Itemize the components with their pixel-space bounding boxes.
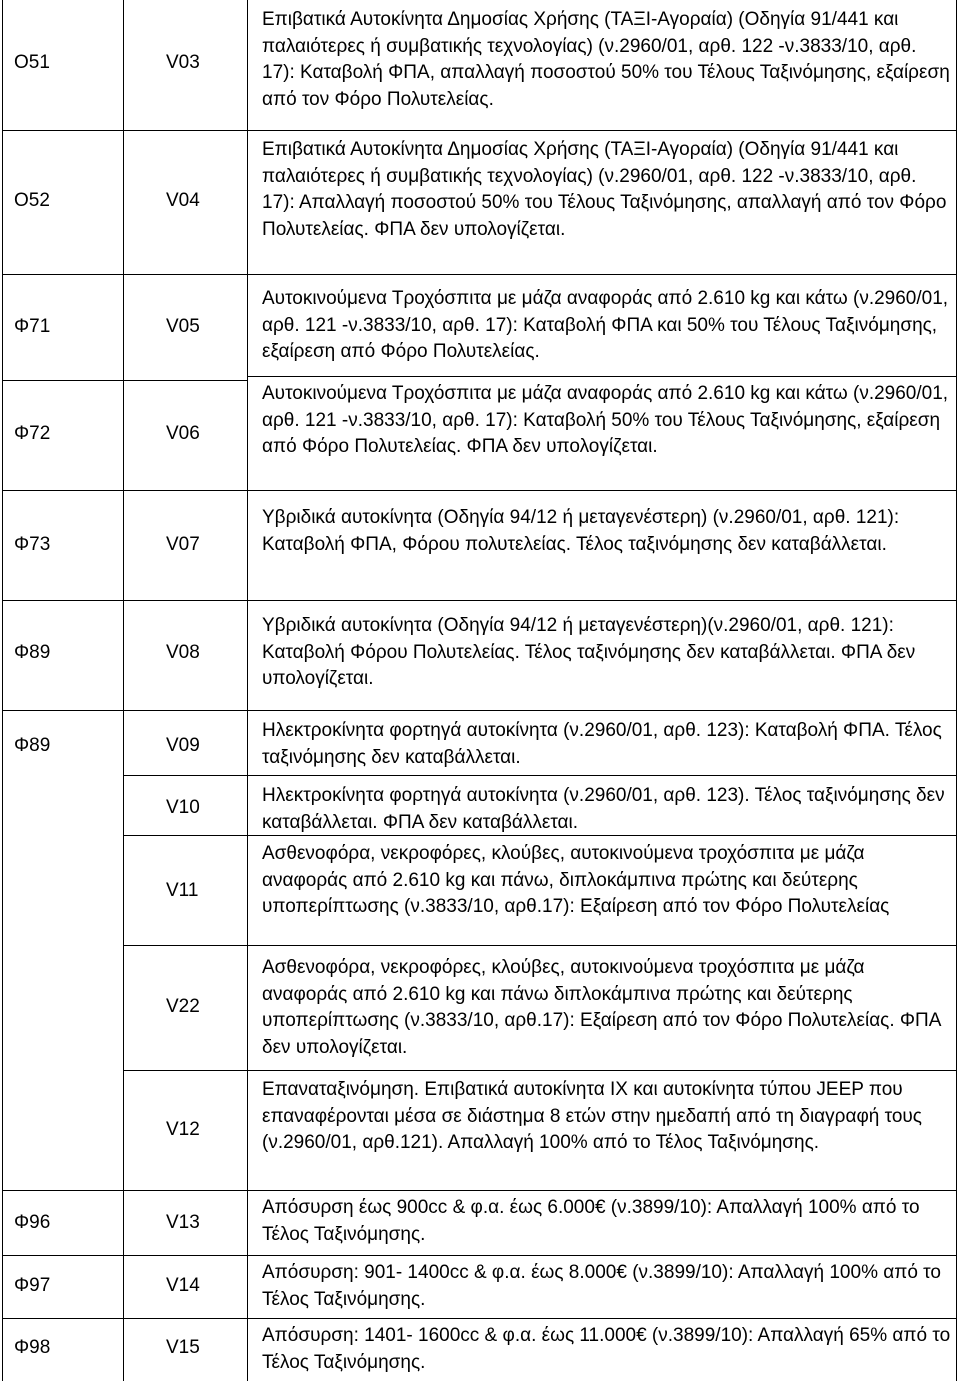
divider-row [247, 1190, 957, 1191]
divider-right [956, 0, 957, 1381]
code-secondary: V05 [166, 316, 200, 337]
divider-col2 [247, 0, 248, 1381]
divider-row [2, 710, 247, 711]
divider-row [2, 130, 247, 131]
code-primary: Φ96 [14, 1212, 51, 1233]
divider-row [2, 1190, 247, 1191]
divider-row [2, 1255, 247, 1256]
divider-row [247, 1318, 957, 1319]
divider-row [2, 600, 247, 601]
row-description: Απόσυρση: 1401- 1600cc & φ.α. έως 11.000€ (ν.3899/10): Απαλλαγή 65% από το Τέλος Ταξινόμησης. [262, 1325, 951, 1373]
row-description: Ηλεκτροκίνητα φορτηγά αυτοκίνητα (ν.2960/01, αρθ. 123). Τέλος ταξινόμησης δεν καταβάλλεται. ΦΠΑ δεν καταβάλλεται. [262, 785, 945, 833]
code-secondary: V12 [166, 1119, 200, 1140]
code-primary: Ο52 [14, 190, 50, 211]
code-secondary: V11 [166, 880, 199, 901]
divider-row [247, 274, 957, 275]
divider-row [2, 380, 247, 381]
divider-row [2, 490, 247, 491]
divider-col1 [123, 0, 124, 1381]
code-primary: Φ73 [14, 534, 51, 555]
row-description: Απόσυρση έως 900cc & φ.α. έως 6.000€ (ν.3899/10): Απαλλαγή 100% από το Τέλος Ταξινόμησης. [262, 1197, 920, 1245]
divider-row [247, 600, 957, 601]
code-secondary: V09 [166, 735, 200, 756]
row-description: Απόσυρση: 901- 1400cc & φ.α. έως 8.000€ (ν.3899/10): Απαλλαγή 100% από το Τέλος Ταξινόμησης. [262, 1262, 941, 1310]
row-description: Επαναταξινόμηση. Επιβατικά αυτοκίνητα ΙΧ και αυτοκίνητα τύπου JEEP που επαναφέρονται μέσα σε διάστημα 8 ετών στην ημεδαπή από τη διαγραφή τους (ν.2960/01, αρθ.121). Απαλλαγή 100% από το Τέλος Ταξινόμησης. [262, 1079, 922, 1153]
code-secondary: V10 [166, 797, 200, 818]
row-description: Ηλεκτροκίνητα φορτηγά αυτοκίνητα (ν.2960/01, αρθ. 123): Καταβολή ΦΠΑ. Τέλος ταξινόμησης δεν καταβάλλεται. [262, 720, 942, 768]
code-primary: Φ89 [14, 642, 51, 663]
divider-row [247, 775, 957, 776]
divider-row [2, 274, 247, 275]
row-description: Αυτοκινούμενα Τροχόσπιτα με μάζα αναφοράς από 2.610 kg και κάτω (ν.2960/01, αρθ. 121 -ν.3833/10, αρθ. 17): Καταβολή 50% του Τέλους Ταξινόμησης, εξαίρεση από Φόρο Πολυτελείας. ΦΠΑ δεν υπολογίζεται. [262, 383, 949, 457]
row-description: Ασθενοφόρα, νεκροφόρες, κλούβες, αυτοκινούμενα τροχόσπιτα με μάζα αναφοράς από 2.610 kg και πάνω διπλοκάμπινα πρώτης και δεύτερης υποπερίπτωσης (ν.3833/10, αρθ.17): Εξαίρεση από τον Φόρο Πολυτελείας. ΦΠΑ δεν υπολογίζεται. [262, 957, 941, 1058]
code-primary: Φ71 [14, 316, 51, 337]
divider-row [247, 945, 957, 946]
row-description: Επιβατικά Αυτοκίνητα Δημοσίας Χρήσης (ΤΑΞΙ-Αγοραία) (Οδηγία 91/441 και παλαιότερες ή συμβατικής τεχνολογίας) (ν.2960/01, αρθ. 122 -ν.3833/10, αρθ. 17): Καταβολή ΦΠΑ, απαλλαγή ποσοστού 50% του Τέλους Ταξινόμησης, εξαίρεση από τον Φόρο Πολυτελείας. [262, 9, 950, 110]
divider-row [247, 376, 957, 377]
code-primary: Φ98 [14, 1337, 51, 1358]
divider-left [2, 0, 3, 1381]
code-secondary: V22 [166, 996, 200, 1017]
row-description: Επιβατικά Αυτοκίνητα Δημοσίας Χρήσης (ΤΑΞΙ-Αγοραία) (Οδηγία 91/441 και παλαιότερες ή συμβατικής τεχνολογίας) (ν.2960/01, αρθ. 122 -ν.3833/10, αρθ. 17): Απαλλαγή ποσοστού 50% του Τέλους Ταξινόμησης, απαλλαγή από τον Φόρο Πολυτελείας. ΦΠΑ δεν υπολογίζεται. [262, 139, 947, 240]
row-description: Υβριδικά αυτοκίνητα (Οδηγία 94/12 ή μεταγενέστερη)(ν.2960/01, αρθ. 121): Καταβολή Φόρου Πολυτελείας. Τέλος ταξινόμησης δεν καταβάλλεται. ΦΠΑ δεν υπολογίζεται. [262, 615, 916, 689]
code-secondary: V07 [166, 534, 200, 555]
row-description: Ασθενοφόρα, νεκροφόρες, κλούβες, αυτοκινούμενα τροχόσπιτα με μάζα αναφοράς από 2.610 kg και πάνω, διπλοκάμπινα πρώτης και δεύτερης υποπερίπτωσης (ν.3833/10, αρθ.17): Εξαίρεση από τον Φόρο Πολυτελείας [262, 843, 890, 917]
code-secondary: V03 [166, 52, 200, 73]
code-primary: Φ72 [14, 423, 51, 444]
divider-row [247, 1255, 957, 1256]
divider-row [247, 130, 957, 131]
divider-row [247, 490, 957, 491]
code-secondary: V06 [166, 423, 200, 444]
code-secondary: V04 [166, 190, 200, 211]
divider-row [123, 835, 247, 836]
code-primary: Φ97 [14, 1275, 51, 1296]
divider-row [2, 1318, 247, 1319]
divider-row [123, 775, 247, 776]
code-secondary: V13 [166, 1212, 200, 1233]
row-description: Υβριδικά αυτοκίνητα (Οδηγία 94/12 ή μεταγενέστερη) (ν.2960/01, αρθ. 121): Καταβολή ΦΠΑ, Φόρου πολυτελείας. Τέλος ταξινόμησης δεν καταβάλλεται. [262, 507, 900, 555]
divider-row [247, 1070, 957, 1071]
divider-row [123, 1070, 247, 1071]
row-description: Αυτοκινούμενα Τροχόσπιτα με μάζα αναφοράς από 2.610 kg και κάτω (ν.2960/01, αρθ. 121 -ν.3833/10, αρθ. 17): Καταβολή ΦΠΑ και 50% του Τέλους Ταξινόμησης, εξαίρεση από Φόρο Πολυτελείας. [262, 288, 949, 362]
code-secondary: V14 [166, 1275, 200, 1296]
code-secondary: V08 [166, 642, 200, 663]
divider-row [247, 710, 957, 711]
divider-row [123, 945, 247, 946]
code-primary: Ο51 [14, 52, 50, 73]
code-secondary: V15 [166, 1337, 200, 1358]
code-primary: Φ89 [14, 735, 51, 756]
